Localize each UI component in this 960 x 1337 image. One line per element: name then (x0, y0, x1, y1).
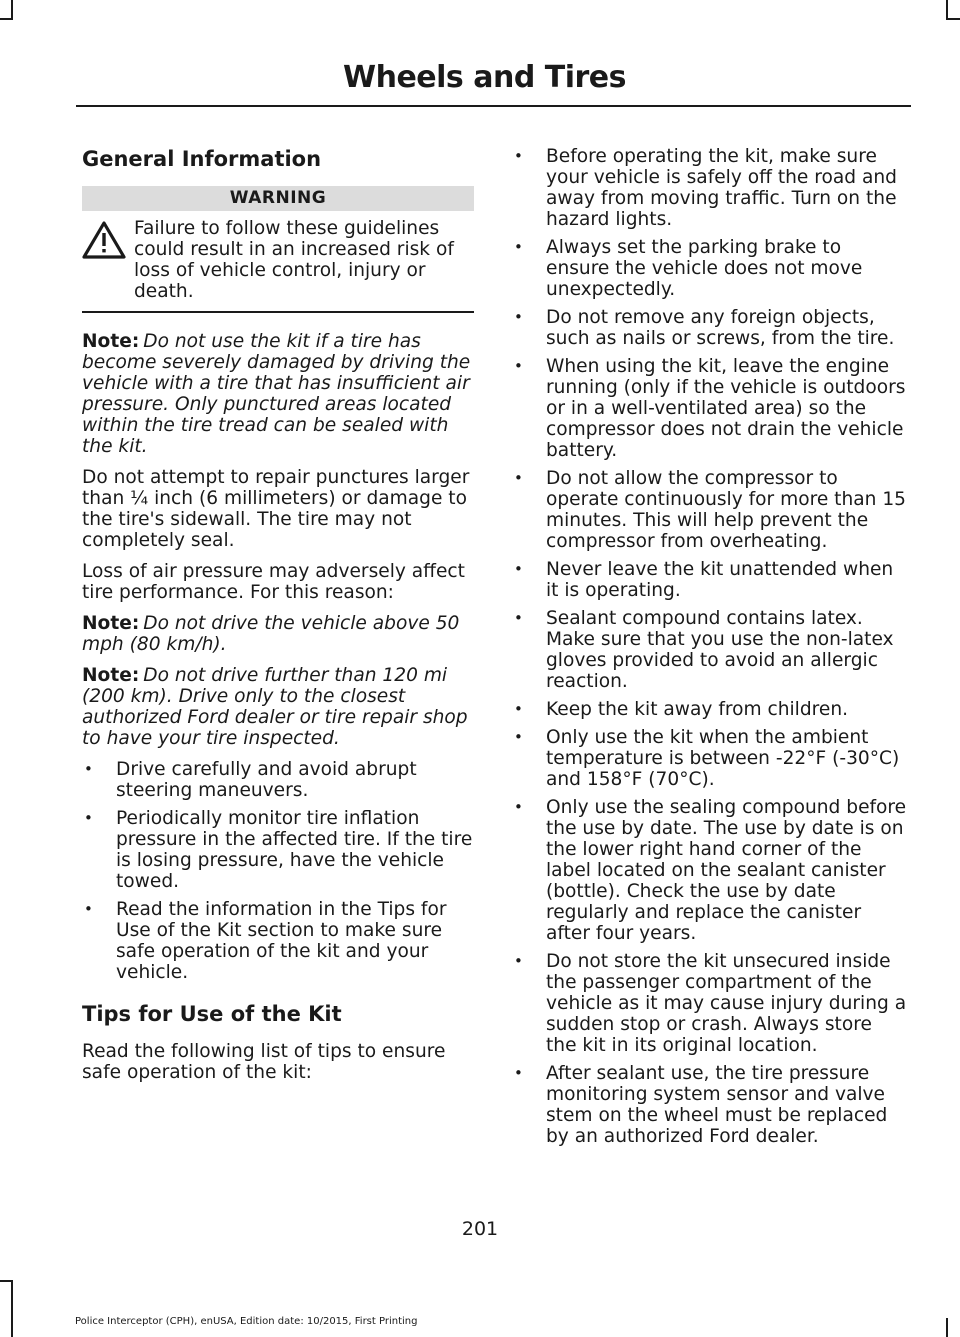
list-item: • Before operating the kit, make sure your vehicle is safely off the road and away from moving traffic. Turn on the hazard lights. (512, 146, 908, 230)
note-kit-usage (82, 331, 474, 457)
crop-mark-top-right-horizontal (946, 18, 960, 20)
puncture-paragraph: Do not attempt to repair punctures larger than ¼ inch (6 millimeters) or damage to the tire's sidewall. The tire may not completely seal. (82, 467, 470, 551)
crop-mark-top-left-vertical (11, 0, 13, 20)
list-item: • Do not allow the compressor to operate continuously for more than 15 minutes. This will help prevent the compressor from overheating. (512, 468, 908, 552)
crop-mark-top-right-vertical (946, 0, 948, 20)
list-item: • When using the kit, leave the engine running (only if the vehicle is outdoors or in a well-ventilated area) so the compressor does not drain the vehicle battery. (512, 356, 908, 461)
tips-heading: Tips for Use of the Kit (82, 1002, 342, 1026)
list-item: • Drive carefully and avoid abrupt steering maneuvers. (82, 759, 474, 801)
warning-body (82, 218, 474, 302)
list-item: • Keep the kit away from children. (512, 699, 908, 720)
air-pressure-paragraph: Loss of air pressure may adversely affect tire performance. For this reason: (82, 561, 465, 603)
list-item: • Periodically monitor tire inflation pressure in the affected tire. If the tire is losing pressure, have the vehicle towed. (82, 808, 474, 892)
list-item: • After sealant use, the tire pressure monitoring system sensor and valve stem on the wheel must be replaced by an authorized Ford dealer. (512, 1063, 908, 1147)
note-label: Note: (82, 613, 140, 634)
left-bullet-list (82, 759, 474, 983)
crop-mark-top-left-horizontal (0, 18, 13, 20)
left-column (82, 146, 474, 1093)
footer-edition-info: Police Interceptor (CPH), enUSA, Edition date: 10/2015, First Printing (75, 1316, 418, 1327)
warning-box (82, 186, 474, 313)
note-distance (82, 665, 474, 749)
note-label: Note: (82, 665, 140, 686)
warning-divider (82, 311, 474, 313)
note-text: Do not use the kit if a tire has become severely damaged by driving the vehicle with a tire that has insufficient air pressure. Only punctured areas located within the tire tread can be sealed with the kit. (82, 331, 471, 457)
list-item: • Do not remove any foreign objects, such as nails or screws, from the tire. (512, 307, 908, 349)
warning-label: WARNING (82, 186, 474, 211)
list-item: • Only use the kit when the ambient temperature is between -22°F (-30°C) and 158°F (70°C). (512, 727, 908, 790)
tips-intro: Read the following list of tips to ensure safe operation of the kit: (82, 1041, 446, 1083)
note-speed (82, 613, 474, 655)
crop-mark-bottom-right-vertical (946, 1318, 948, 1337)
list-item: • Only use the sealing compound before the use by date. The use by date is on the lower right hand corner of the label located on the sealant canister (bottle). Check the use by date regularly and replace the canister after four years. (512, 797, 908, 944)
note-text: Do not drive the vehicle above 50 mph (80 km/h). (82, 613, 460, 655)
crop-mark-bottom-left-vertical (11, 1280, 13, 1337)
general-information-heading: General Information (82, 147, 322, 171)
right-column (512, 146, 908, 1157)
crop-mark-bottom-left-horizontal (0, 1280, 13, 1282)
list-item: • Sealant compound contains latex. Make sure that you use the non-latex gloves provided to avoid an allergic reaction. (512, 608, 908, 692)
list-item: • Read the information in the Tips for Use of the Kit section to make sure safe operation of the kit and your vehicle. (82, 899, 474, 983)
tips-bullet-list (512, 146, 908, 1147)
page-header-title: Wheels and Tires (343, 60, 626, 95)
list-item: • Never leave the kit unattended when it is operating. (512, 559, 908, 601)
note-text: Do not drive further than 120 mi (200 km). Drive only to the closest authorized Ford dealer or tire repair shop to have your tire inspected. (82, 665, 468, 749)
warning-text: Failure to follow these guidelines could result in an increased risk of loss of vehicle control, injury or death. (134, 218, 454, 302)
warning-triangle-icon (82, 220, 126, 260)
list-item: • Always set the parking brake to ensure the vehicle does not move unexpectedly. (512, 237, 908, 300)
page-number: 201 (461, 1218, 499, 1240)
note-label: Note: (82, 331, 140, 352)
list-item: • Do not store the kit unsecured inside the passenger compartment of the vehicle as it may cause injury during a sudden stop or crash. Always store the kit in its original location. (512, 951, 908, 1056)
header-divider (76, 105, 911, 107)
